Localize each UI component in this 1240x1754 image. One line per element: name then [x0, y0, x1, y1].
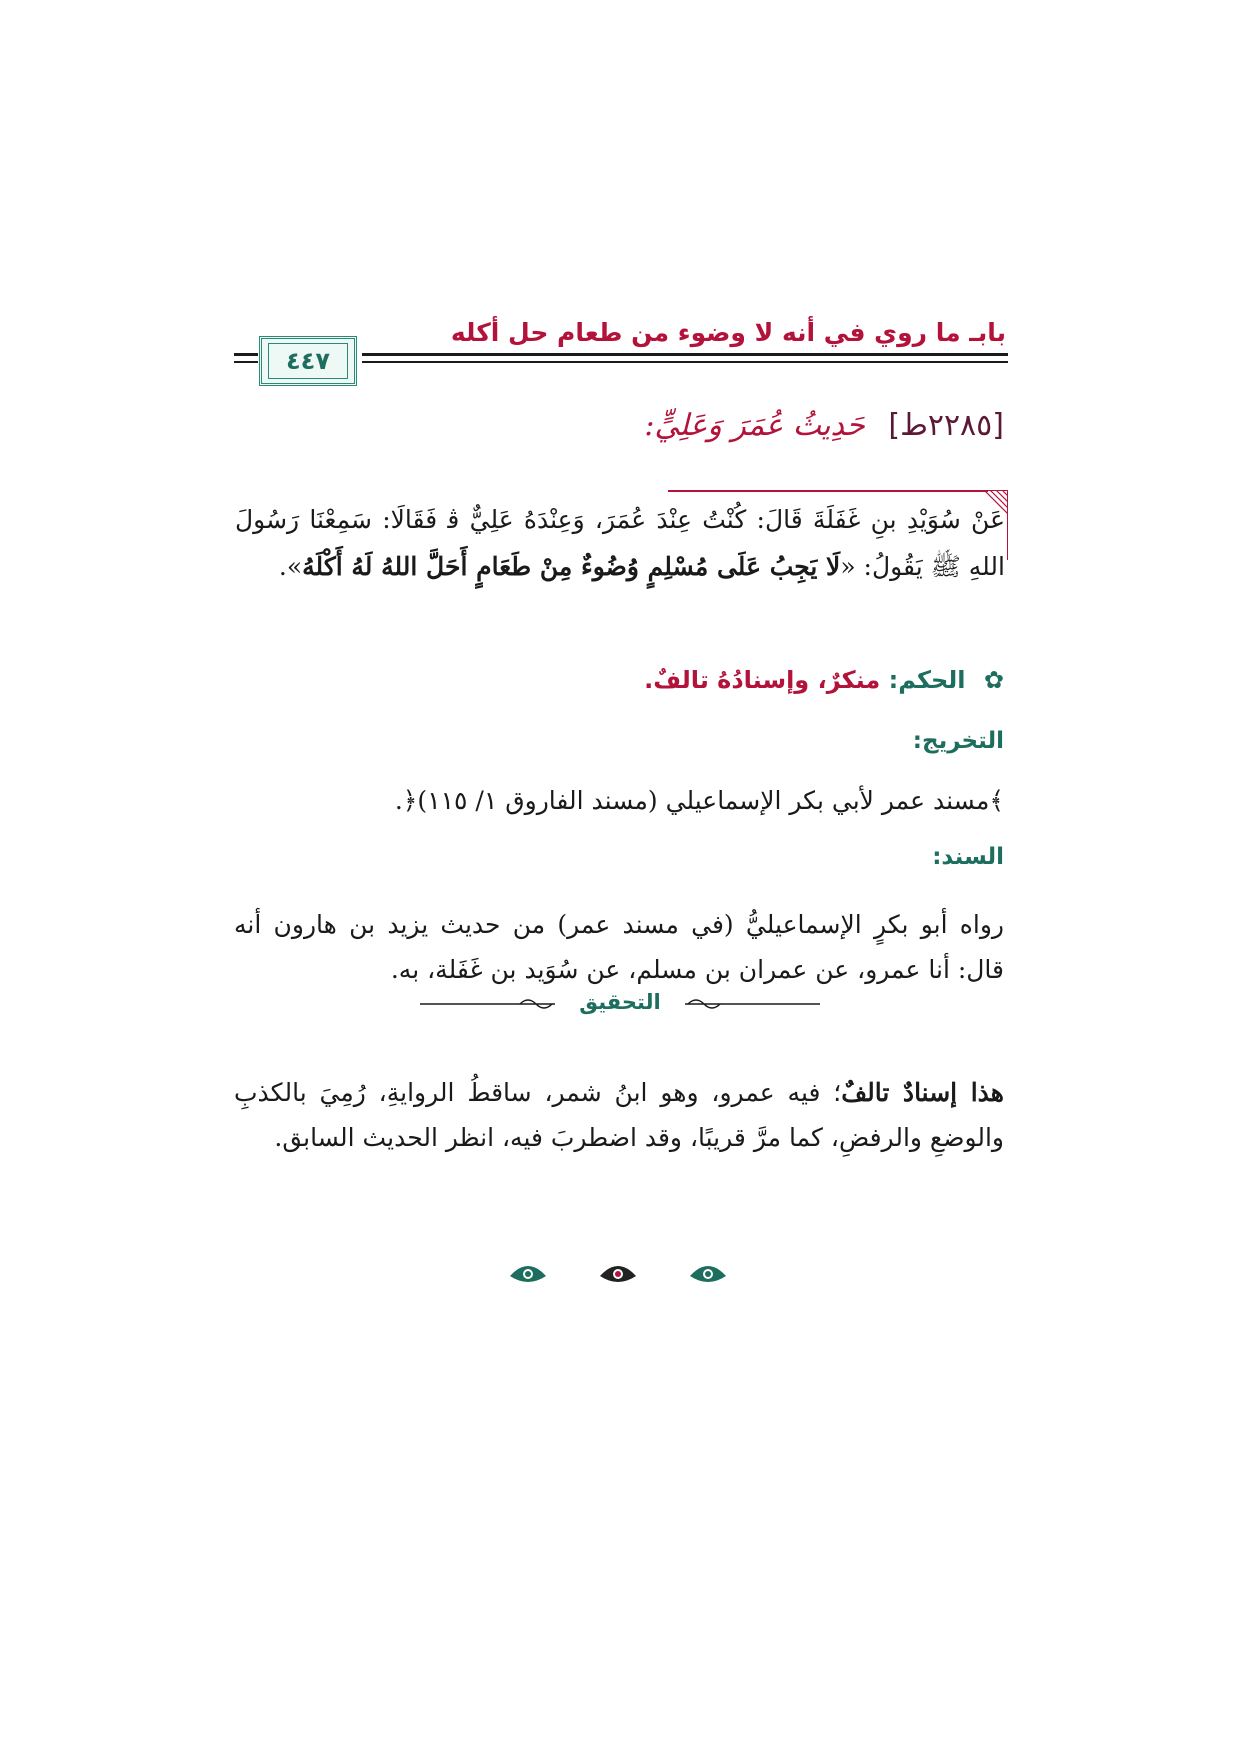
sanad-text: رواه أبو بكرٍ الإسماعيليُّ (في مسند عمر) من حديث يزيد بن هارون أنه قال: أنا عمرو، عن عمران بن مسلم، عن سُوَيد بن غَفَلة، به. — [234, 910, 1004, 984]
hadith-number: [٢٢٨٥ط] — [888, 408, 1004, 443]
sanad-label: السند: — [932, 844, 1004, 870]
ruling-label: الحكم: — [888, 666, 966, 694]
hadith-text-quote: لَا يَجِبُ عَلَى مُسْلِمٍ وُضُوءٌ مِنْ طَعَامٍ أَحَلَّ اللهُ لَهُ أَكْلَهُ — [302, 552, 841, 581]
header-rule-left-bottom — [234, 361, 258, 363]
heading-underline — [668, 490, 988, 492]
hadith-text-intro: عَنْ سُوَيْدِ بنِ غَفَلَةَ قَالَ: كُنْتُ عِنْدَ عُمَرَ، وَعِنْدَهُ عَلِيٌّ ﭬ فَقَالَا: سَمِعْنَا رَسُولَ اللهِ ﷺ يَقُولُ: « — [235, 505, 1005, 581]
ruling-line — [644, 666, 1004, 694]
takhrij-text: ﴾مسند عمر لأبي بكر الإسماعيلي (مسند الفاروق ١/ ١١٥)﴿. — [394, 786, 1004, 815]
header-rule-left-top — [234, 353, 258, 356]
closing-ornament-icon — [508, 1258, 728, 1292]
flower-bullet-icon: ✿ — [983, 666, 1004, 694]
tahqiq-bold-lead: هذا إسنادٌ تالفٌ — [841, 1078, 1004, 1107]
hadith-title: حَدِيثُ عُمَرَ وَعَلِيٍّ: — [644, 408, 865, 443]
tahqiq-body: ؛ فيه عمرو، وهو ابنُ شمر، ساقطُ الروايةِ، رُمِيَ بالكذبِ والوضعِ والرفضِ، كما مرَّ قريبًا، وقد اضطربَ فيه، انظر الحديث السابق. — [234, 1078, 1004, 1152]
takhrij-label: التخريج: — [912, 728, 1004, 754]
page-number-badge — [259, 336, 357, 386]
ruling-value: منكرٌ، وإسنادُهُ تالفٌ. — [644, 666, 881, 694]
tahqiq-label: التحقيق — [560, 990, 680, 1014]
hadith-text-end: ». — [278, 552, 303, 581]
hadith-text — [235, 496, 1005, 590]
page-number: ٤٤٧ — [268, 343, 348, 379]
header-rule-top — [362, 353, 1008, 356]
hadith-heading — [644, 408, 1004, 443]
chapter-title: بابـ ما روي في أنه لا وضوء من طعام حل أكله — [450, 318, 1006, 347]
tahqiq-text — [234, 1070, 1004, 1160]
header-rule-bottom — [362, 361, 1008, 363]
